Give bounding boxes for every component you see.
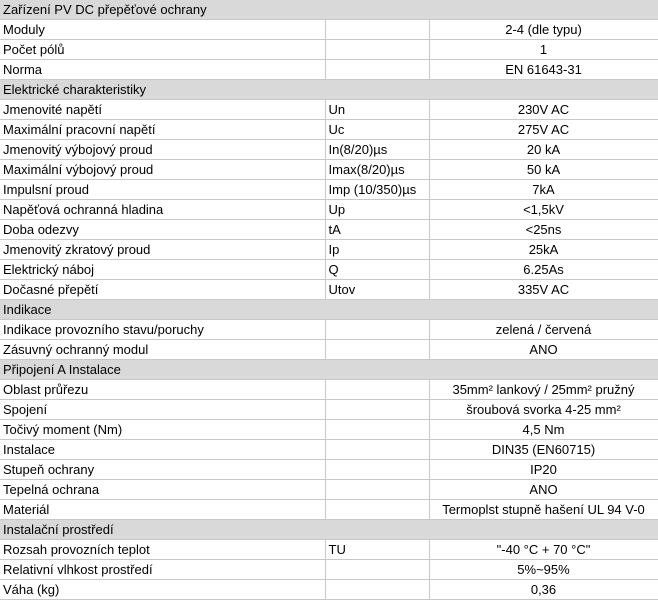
- spec-label: Relativní vlhkost prostředí: [0, 560, 325, 580]
- spec-value: šroubová svorka 4-25 mm²: [429, 400, 658, 420]
- section-header-row: [0, 0, 658, 20]
- spec-value: "-40 °C + 70 °C": [429, 540, 658, 560]
- spec-symbol: [325, 440, 429, 460]
- spec-symbol: [325, 560, 429, 580]
- spec-value: 0,36: [429, 580, 658, 600]
- spec-value: 6.25As: [429, 260, 658, 280]
- spec-value: 275V AC: [429, 120, 658, 140]
- spec-value: 2-4 (dle typu): [429, 20, 658, 40]
- spec-label: Váha (kg): [0, 580, 325, 600]
- spec-row: [0, 160, 658, 180]
- spec-value: 1: [429, 40, 658, 60]
- spec-label: Točivý moment (Nm): [0, 420, 325, 440]
- section-header-row: [0, 520, 658, 540]
- spec-row: [0, 100, 658, 120]
- spec-label: Počet pólů: [0, 40, 325, 60]
- spec-value: <25ns: [429, 220, 658, 240]
- spec-value: ANO: [429, 480, 658, 500]
- spec-label: Rozsah provozních teplot: [0, 540, 325, 560]
- spec-symbol: Utov: [325, 280, 429, 300]
- spec-label: Indikace provozního stavu/poruchy: [0, 320, 325, 340]
- spec-symbol: [325, 380, 429, 400]
- section-header-row: [0, 360, 658, 380]
- spec-label: Jmenovitý výbojový proud: [0, 140, 325, 160]
- spec-symbol: [325, 480, 429, 500]
- spec-value: 7kA: [429, 180, 658, 200]
- spec-value: 25kA: [429, 240, 658, 260]
- spec-label: Instalace: [0, 440, 325, 460]
- section-title: Připojení A Instalace: [0, 360, 658, 380]
- spec-symbol: [325, 420, 429, 440]
- spec-row: [0, 580, 658, 600]
- section-header-row: [0, 300, 658, 320]
- spec-symbol: [325, 340, 429, 360]
- spec-value: DIN35 (EN60715): [429, 440, 658, 460]
- spec-value: 50 kA: [429, 160, 658, 180]
- spec-row: [0, 340, 658, 360]
- spec-label: Tepelná ochrana: [0, 480, 325, 500]
- spec-row: [0, 320, 658, 340]
- spec-row: [0, 440, 658, 460]
- spec-symbol: Imp (10/350)µs: [325, 180, 429, 200]
- spec-row: [0, 280, 658, 300]
- spec-label: Dočasné přepětí: [0, 280, 325, 300]
- spec-row: [0, 120, 658, 140]
- spec-row: [0, 500, 658, 520]
- spec-label: Jmenovité napětí: [0, 100, 325, 120]
- section-title: Instalační prostředí: [0, 520, 658, 540]
- spec-label: Impulsní proud: [0, 180, 325, 200]
- spec-row: [0, 240, 658, 260]
- section-header-row: [0, 80, 658, 100]
- spec-row: [0, 420, 658, 440]
- spec-symbol: tA: [325, 220, 429, 240]
- spec-symbol: Up: [325, 200, 429, 220]
- spec-value: zelená / červená: [429, 320, 658, 340]
- spec-row: [0, 20, 658, 40]
- spec-value: 4,5 Nm: [429, 420, 658, 440]
- spec-label: Zásuvný ochranný modul: [0, 340, 325, 360]
- spec-row: [0, 460, 658, 480]
- spec-symbol: [325, 460, 429, 480]
- spec-row: [0, 560, 658, 580]
- section-title: Zařízení PV DC přepěťové ochrany: [0, 0, 658, 20]
- spec-label: Napěťová ochranná hladina: [0, 200, 325, 220]
- spec-symbol: [325, 40, 429, 60]
- spec-label: Elektrický náboj: [0, 260, 325, 280]
- spec-row: [0, 60, 658, 80]
- spec-label: Maximální výbojový proud: [0, 160, 325, 180]
- spec-label: Oblast průřezu: [0, 380, 325, 400]
- spec-value: EN 61643-31: [429, 60, 658, 80]
- spec-value: <1,5kV: [429, 200, 658, 220]
- spec-value: 335V AC: [429, 280, 658, 300]
- spec-row: [0, 260, 658, 280]
- spec-value: IP20: [429, 460, 658, 480]
- spec-label: Doba odezvy: [0, 220, 325, 240]
- spec-symbol: [325, 580, 429, 600]
- spec-row: [0, 480, 658, 500]
- spec-symbol: Imax(8/20)µs: [325, 160, 429, 180]
- spec-label: Jmenovitý zkratový proud: [0, 240, 325, 260]
- spec-label: Norma: [0, 60, 325, 80]
- spec-row: [0, 200, 658, 220]
- spec-symbol: In(8/20)µs: [325, 140, 429, 160]
- spec-symbol: [325, 60, 429, 80]
- spec-symbol: [325, 320, 429, 340]
- spec-symbol: [325, 20, 429, 40]
- spec-value: 5%~95%: [429, 560, 658, 580]
- spec-row: [0, 220, 658, 240]
- section-title: Elektrické charakteristiky: [0, 80, 658, 100]
- spec-label: Maximální pracovní napětí: [0, 120, 325, 140]
- spec-row: [0, 140, 658, 160]
- section-title: Indikace: [0, 300, 658, 320]
- spec-value: 35mm² lankový / 25mm² pružný: [429, 380, 658, 400]
- spec-symbol: [325, 500, 429, 520]
- spec-row: [0, 380, 658, 400]
- spec-value: Termoplst stupně hašení UL 94 V-0: [429, 500, 658, 520]
- spec-row: [0, 540, 658, 560]
- spec-value: 20 kA: [429, 140, 658, 160]
- spec-label: Moduly: [0, 20, 325, 40]
- spec-symbol: Un: [325, 100, 429, 120]
- spec-label: Spojení: [0, 400, 325, 420]
- spec-symbol: Uc: [325, 120, 429, 140]
- spec-row: [0, 180, 658, 200]
- spec-row: [0, 400, 658, 420]
- spec-label: Materiál: [0, 500, 325, 520]
- spec-value: ANO: [429, 340, 658, 360]
- spec-symbol: [325, 400, 429, 420]
- spec-label: Stupeň ochrany: [0, 460, 325, 480]
- spec-symbol: Q: [325, 260, 429, 280]
- spec-symbol: TU: [325, 540, 429, 560]
- spec-row: [0, 40, 658, 60]
- spec-value: 230V AC: [429, 100, 658, 120]
- spec-symbol: Ip: [325, 240, 429, 260]
